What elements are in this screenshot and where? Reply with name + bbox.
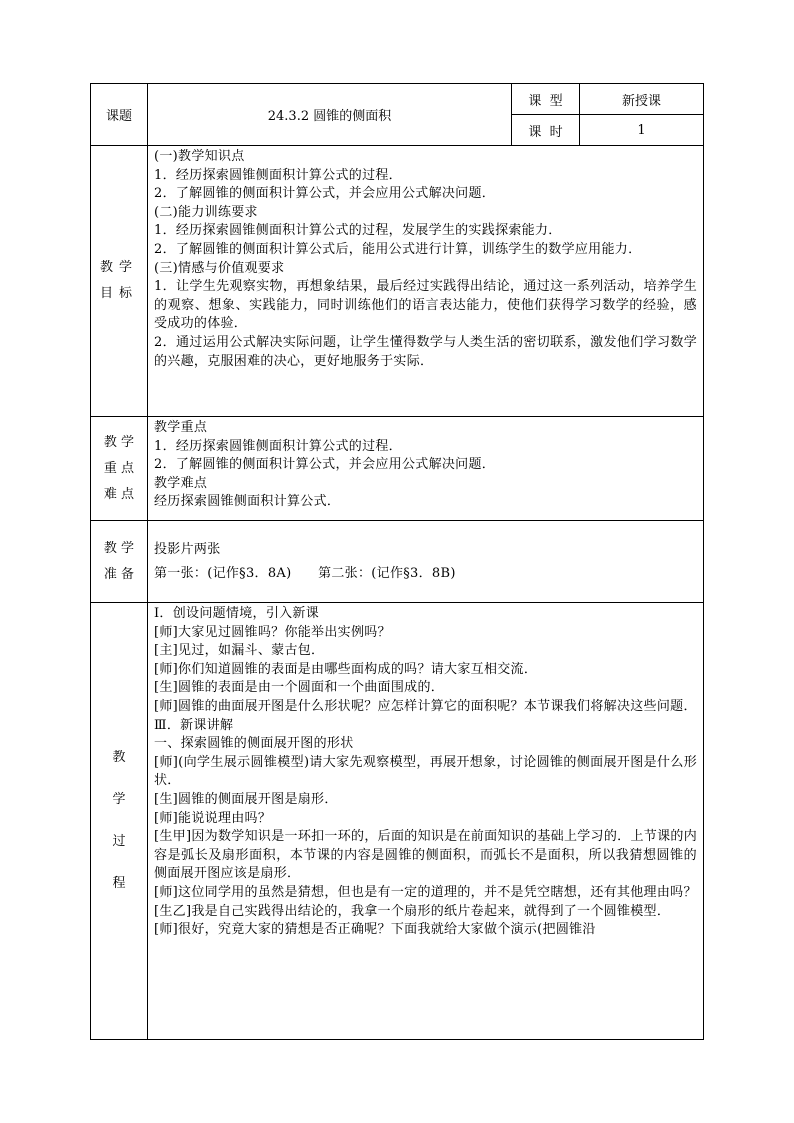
process-line: [主]见过，如漏斗、蒙古包． — [154, 643, 325, 659]
objectives-label-line-2: 目标 — [99, 286, 138, 301]
process-line: [师](向学生展示圆锥模型)请大家先观察模型，再展开想象，讨论圆锥的侧面展开图是什么形状． — [154, 754, 697, 789]
process-line: Ⅰ．创设问题情境，引入新课 — [154, 606, 320, 621]
process-line: 一、探索圆锥的侧面展开图的形状 — [154, 736, 354, 752]
lesson-plan-table — [90, 83, 704, 1040]
process-line: [师]你们知道圆锥的表面是由哪些面构成的吗？请大家互相交流． — [154, 661, 538, 677]
objectives-line: 1．让学生先观察实物，再想象结果，最后经过实践得出结论，通过这一系列活动，培养学生的观察、想象、实践能力，同时训练他们的语言表达能力，使他们获得学习数学的经验，感受成功的体验． — [154, 279, 697, 332]
process-label-char: 教 — [112, 750, 126, 765]
process-line: [生]圆锥的表面是由一个圆面和一个曲面围成的． — [154, 680, 445, 696]
objectives-content — [148, 146, 704, 417]
keypoints-label-line-1: 教 学 — [103, 434, 135, 450]
process-label — [91, 603, 148, 1040]
topic-label: 课题 — [91, 84, 148, 146]
process-line: [生]圆锥的侧面展开图是扇形． — [154, 791, 338, 807]
preparation-line: 投影片两张 — [154, 541, 221, 557]
keypoints-label — [91, 417, 148, 521]
objectives-line: (一)教学知识点 — [154, 149, 245, 164]
lesson-type-label: 课 型 — [512, 84, 580, 115]
process-label-char: 学 — [112, 792, 126, 807]
process-line: [师]能说说理由吗？ — [154, 810, 272, 826]
objectives-label-line-1: 教学 — [99, 260, 138, 275]
keypoints-label-line-2: 重 点 — [103, 460, 135, 476]
objectives-line: 1．经历探索圆锥侧面积计算公式的过程． — [154, 167, 402, 183]
keypoints-content — [148, 417, 704, 521]
preparation-content — [148, 521, 704, 603]
process-line: [师]很好，究竟大家的猜想是否正确呢？下面我就给大家做个演示(把圆锥沿 — [154, 922, 596, 938]
keypoints-line: 教学重点 — [154, 420, 208, 435]
objectives-line: 1．经历探索圆锥侧面积计算公式的过程，发展学生的实践探索能力． — [154, 223, 562, 239]
preparation-line: 第一张：(记作§3．8A) 第二张：(记作§3．8B) — [154, 565, 456, 581]
objectives-line: 2．了解圆锥的侧面积计算公式后，能用公式进行计算，训练学生的数学应用能力． — [154, 241, 642, 257]
lesson-title: 24.3.2 圆锥的侧面积 — [148, 84, 512, 146]
process-line: [师]大家见过圆锥吗？你能举出实例吗？ — [154, 624, 391, 640]
process-label-char: 程 — [112, 876, 126, 891]
keypoints-line: 2．了解圆锥的侧面积计算公式，并会应用公式解决问题． — [154, 457, 496, 473]
objectives-line: (三)情感与价值观要求 — [154, 260, 285, 276]
process-line: [师]这位同学用的虽然是猜想，但也是有一定的道理的，并不是凭空瞎想，还有其他理由吗？ — [154, 884, 697, 900]
objectives-line: (二)能力训练要求 — [154, 204, 258, 220]
lesson-hours-value: 1 — [580, 115, 704, 146]
process-content — [148, 603, 704, 1040]
process-label-char: 过 — [112, 834, 126, 849]
objectives-line: 2．了解圆锥的侧面积计算公式，并会应用公式解决问题． — [154, 186, 496, 202]
process-line: Ⅲ．新课讲解 — [154, 717, 234, 733]
lesson-hours-label: 课 时 — [512, 115, 580, 146]
preparation-label — [91, 521, 148, 603]
keypoints-line: 教学难点 — [154, 475, 208, 491]
objectives-line: 2．通过运用公式解决实际问题，让学生懂得数学与人类生活的密切联系，激发他们学习数学的兴趣，克服困难的决心，更好地服务于实际． — [154, 334, 697, 369]
preparation-label-line-1: 教 学 — [103, 540, 135, 556]
lesson-type-value: 新授课 — [580, 84, 704, 115]
keypoints-label-line-3: 难 点 — [103, 486, 135, 502]
objectives-label — [91, 146, 148, 417]
keypoints-line: 1．经历探索圆锥侧面积计算公式的过程． — [154, 438, 402, 454]
process-line: [师]圆锥的曲面展开图是什么形状呢？应怎样计算它的面积呢？本节课我们将解决这些问题． — [154, 698, 697, 714]
process-line: [生甲]因为数学知识是一环扣一环的，后面的知识是在前面知识的基础上学习的．上节课的内容是弧长及扇形面积，本节课的内容是圆锥的侧面积，而弧长不是面积，所以我猜想圆锥的侧面展开图应该是扇形． — [154, 829, 697, 882]
preparation-label-line-2: 准 备 — [103, 566, 135, 582]
keypoints-line: 经历探索圆锥侧面积计算公式． — [154, 494, 341, 510]
process-line: [生乙]我是自己实践得出结论的，我拿一个扇形的纸片卷起来，就得到了一个圆锥模型． — [154, 903, 671, 919]
